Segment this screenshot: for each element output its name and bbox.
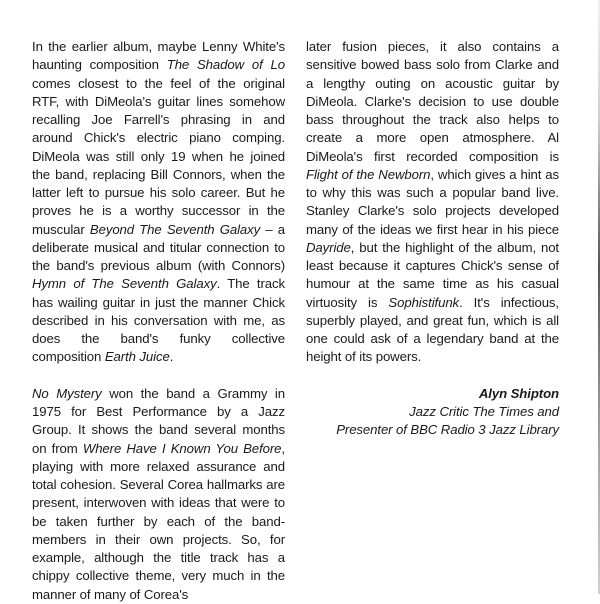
title-where-have-i-known-you-before: Where Have I Known You Before (82, 440, 282, 456)
paragraph (32, 385, 285, 604)
right-column (306, 38, 559, 440)
text-segment: comes closest to the feel of the original RTF, with DiMeola's guitar lines somehow recalling Joe Farrell's phrasing in and around Chick's electric piano comping. DiMeola was still only 19 when he joined the band, replacing Bill Connors, when the latter left to pursue his solo career. But he proves he is a worthy successor in the muscular (32, 75, 285, 237)
title-earth-juice: Earth Juice (104, 349, 170, 365)
text-segment: , but the highlight of the album, not least because it captures Chick's sense of humour at the same time as his casual virtuosity is (306, 239, 559, 310)
author-role-line-2: Presenter of BBC Radio 3 Jazz Library (336, 422, 559, 438)
paragraph (306, 38, 559, 367)
author-signature (306, 385, 559, 440)
text-segment: won the band a Grammy in 1975 for Best Performance by a Jazz Group. It shows the band several months on from (32, 385, 285, 456)
title-no-mystery: No Mystery (32, 385, 102, 401)
title-the-shadow-of-lo: The Shadow of Lo (166, 57, 285, 73)
title-beyond-the-seventh-galaxy: Beyond The Seventh Galaxy (89, 221, 261, 237)
text-segment: , which gives a hint as to why this was such a popular band live. Stanley Clarke's solo projects developed many of the ideas we first hear in his piece (306, 166, 559, 237)
left-column (32, 38, 285, 604)
text-segment: In the earlier album, maybe Lenny White's haunting composition (32, 39, 285, 73)
text-segment: , playing with more relaxed assurance and total cohesion. Several Corea hallmarks are present, interwoven with ideas that were to be taken further by each of the band-members in their own projects. So, for example, although the title track has a chippy collective theme, very much in the manner of many of Corea's (32, 440, 285, 602)
paragraph (32, 38, 285, 367)
title-hymn-of-the-seventh-galaxy: Hymn of The Seventh Galaxy (32, 276, 217, 292)
text-segment: – a deliberate musical and titular connection to the band's previous album (with Connors) (32, 221, 285, 273)
title-dayride: Dayride (306, 239, 351, 255)
title-sophistifunk: Sophistifunk (388, 294, 460, 310)
text-segment: . (169, 349, 174, 365)
author-role-line-1: Jazz Critic The Times and (409, 404, 559, 419)
text-segment: . It's infectious, superbly played, and great fun, which is all one could ask of a legendary band at the height of its powers. (306, 294, 559, 365)
text-segment: later fusion pieces, it also contains a sensitive bowed bass solo from Clarke and a lengthy outing on acoustic guitar by DiMeola. Clarke's decision to use double bass throughout the track also helps to create a more open atmosphere. Al DiMeola's first recorded composition is (306, 39, 559, 164)
text-segment: . The track has wailing guitar in just the manner Chick described in his conversation with me, as does the band's funky collective composition (32, 276, 285, 365)
author-name: Alyn Shipton (478, 385, 559, 401)
title-flight-of-the-newborn: Flight of the Newborn (306, 166, 431, 182)
